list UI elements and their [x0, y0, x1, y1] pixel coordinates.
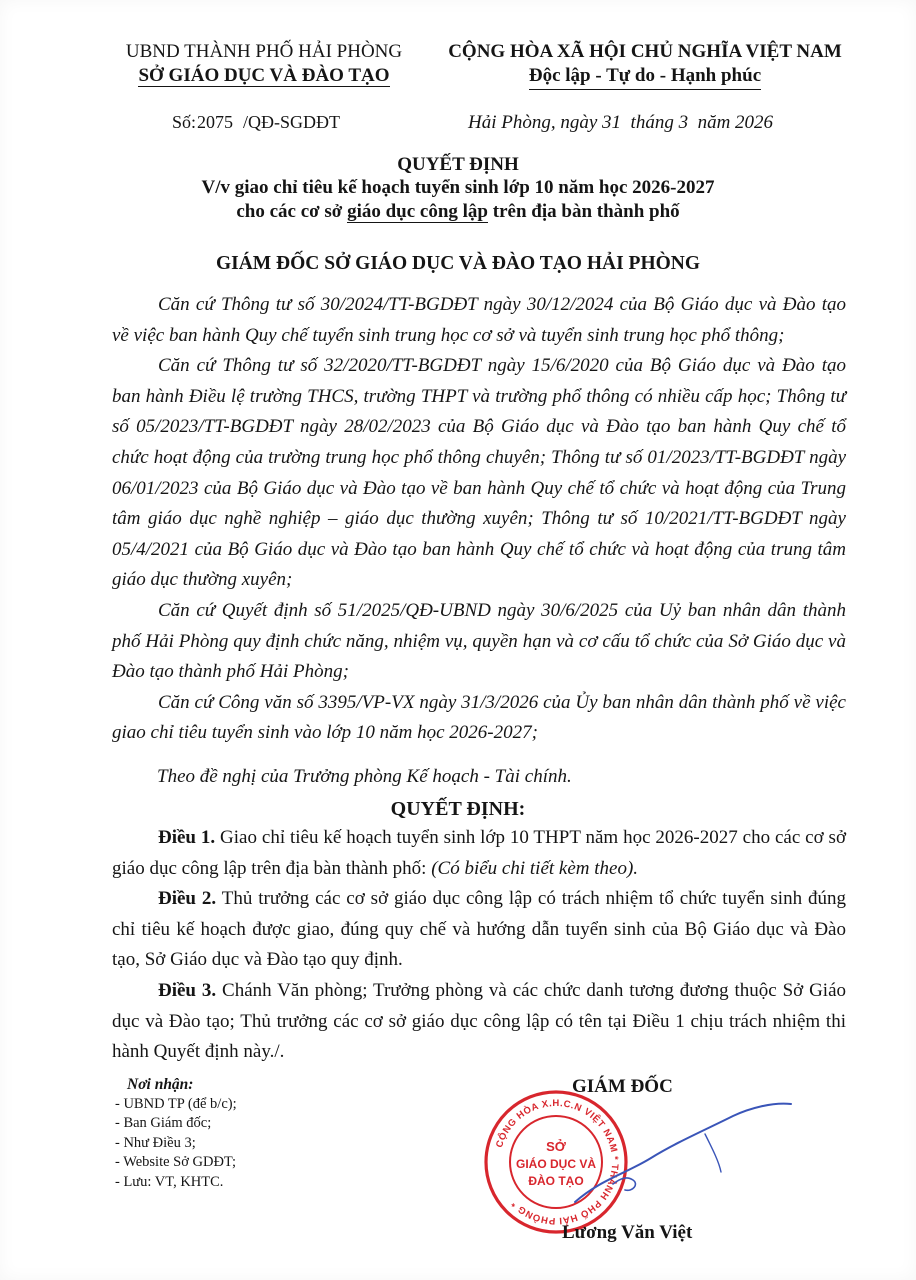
document-number-value: 2075: [197, 112, 234, 132]
seal-line-3: ĐÀO TẠO: [528, 1174, 584, 1188]
basis-paragraph: Căn cứ Công văn số 3395/VP-VX ngày 31/3/2026 của Ủy ban nhân dân thành phố về việc giao chỉ tiêu tuyển sinh vào lớp 10 năm học 2026-2027;: [112, 691, 846, 744]
legal-basis: [112, 290, 846, 749]
seal-line-1: SỞ: [546, 1139, 566, 1154]
recipients-block: [115, 1075, 237, 1193]
article-text: Chánh Văn phòng; Trưởng phòng và các chức danh tương đương thuộc Sở Giáo dục và Đào tạo; Thủ trưởng các cơ sở giáo dục công lập có tên tại Điều 1 chịu trách nhiệm thi hành Quyết định này./.: [112, 979, 846, 1063]
article-label: Điều 1.: [158, 827, 216, 848]
basis-paragraph: Căn cứ Thông tư số 32/2020/TT-BGDĐT ngày 15/6/2020 của Bộ Giáo dục và Đào tạo ban hành Điều lệ trường THCS, trường THPT và trường phổ thông có nhiều cấp học; Thông tư số 05/2023/TT-BGDĐT ngày 28/02/2023 của Bộ Giáo dục và Đào tạo ban hành Quy chế tổ chức hoạt động của trường trung học phổ thông chuyên; Thông tư số 01/2023/TT-BGDĐT ngày 06/01/2023 của Bộ Giáo dục và Đào tạo về ban hành Quy chế tổ chức và hoạt động của Trung tâm giáo dục nghề nghiệp – giáo dục thường xuyên; Thông tư số 10/2021/TT-BGDĐT ngày 05/4/2021 của Bộ Giáo dục và Đào tạo ban hành Quy chế tổ chức và hoạt động của trung tâm giáo dục thường xuyên;: [112, 355, 846, 591]
recipients-heading: Nơi nhận:: [127, 1076, 194, 1093]
decision-heading: QUYẾT ĐỊNH:: [390, 798, 526, 820]
document-number-suffix: /QĐ-SGDĐT: [243, 112, 341, 132]
issuing-authority: GIÁM ĐỐC SỞ GIÁO DỤC VÀ ĐÀO TẠO HẢI PHÒNG: [215, 253, 701, 274]
article-3: [112, 976, 846, 1068]
proposal-line: Theo đề nghị của Trưởng phòng Kế hoạch - Tài chính.: [157, 766, 572, 787]
issuer-parent: UBND THÀNH PHỐ HẢI PHÒNG: [125, 41, 403, 62]
handwritten-signature: [555, 1100, 795, 1210]
article-text: Thủ trưởng các cơ sở giáo dục công lập có trách nhiệm tổ chức tuyển sinh đúng chỉ tiêu kế hoạch được giao, đúng quy chế và hướng dẫn tuyển sinh của Bộ Giáo dục và Đào tạo, Sở Giáo dục và Đào tạo quy định.: [112, 888, 846, 971]
article-label: Điều 3.: [158, 979, 217, 1001]
article-2: [112, 884, 846, 976]
document-subject: V/v giao chỉ tiêu kế hoạch tuyển sinh lớp 10 năm học 2026-2027: [201, 177, 715, 198]
national-header: [420, 40, 870, 90]
document-number: [172, 112, 340, 133]
articles: [112, 823, 846, 1068]
national-motto: Độc lập - Tự do - Hạnh phúc: [529, 64, 761, 90]
subject-part: cho các cơ sở: [236, 201, 348, 222]
recipient-item: - UBND TP (để b/c);: [115, 1095, 237, 1112]
article-note: (Có biểu chi tiết kèm theo).: [431, 857, 639, 879]
issuer-header: [104, 40, 424, 88]
place-date: Hải Phòng, ngày 31 tháng 3 năm 2026: [468, 112, 774, 133]
document-number-label: Số:: [172, 112, 197, 132]
article-text: Giao chỉ tiêu kế hoạch tuyển sinh lớp 10 THPT năm học 2026-2027 cho các cơ sở giáo dục công lập trên địa bàn thành phố:: [112, 827, 847, 879]
issuer-name: SỞ GIÁO DỤC VÀ ĐÀO TẠO: [138, 65, 390, 86]
document-subject-line2: [0, 201, 916, 223]
signer-name: Lương Văn Việt: [562, 1222, 693, 1243]
recipient-item: - Website Sở GDĐT;: [115, 1154, 237, 1171]
subject-part-end: trên địa bàn thành phố: [488, 201, 680, 222]
seal-ring-text: CỘNG HÒA X.H.C.N VIỆT NAM * THÀNH PHỐ HẢI PHÒNG *: [494, 1097, 621, 1227]
article-1: [112, 823, 846, 884]
basis-paragraph: Căn cứ Quyết định số 51/2025/QĐ-UBND ngày 30/6/2025 của Uỷ ban nhân dân thành phố Hải Phòng quy định chức năng, nhiệm vụ, quyền hạn và cơ cấu tổ chức của Sở Giáo dục và Đào tạo thành phố Hải Phòng;: [112, 599, 846, 683]
signer-title: GIÁM ĐỐC: [572, 1076, 673, 1097]
document-title: QUYẾT ĐỊNH: [397, 154, 519, 175]
recipient-item: - Ban Giám đốc;: [115, 1115, 212, 1132]
recipient-item: - Lưu: VT, KHTC.: [115, 1173, 224, 1190]
basis-paragraph: Căn cứ Thông tư số 30/2024/TT-BGDĐT ngày 30/12/2024 của Bộ Giáo dục và Đào tạo về việc ban hành Quy chế tuyển sinh trung học cơ sở và tuyển sinh trung học phổ thông;: [112, 294, 846, 346]
article-label: Điều 2.: [158, 888, 217, 910]
seal-line-2: GIÁO DỤC VÀ: [515, 1157, 597, 1171]
subject-part-underlined: giáo dục công lập: [347, 201, 489, 222]
national-name: CỘNG HÒA XÃ HỘI CHỦ NGHĨA VIỆT NAM: [448, 41, 842, 62]
recipient-item: - Như Điều 3;: [115, 1134, 196, 1151]
